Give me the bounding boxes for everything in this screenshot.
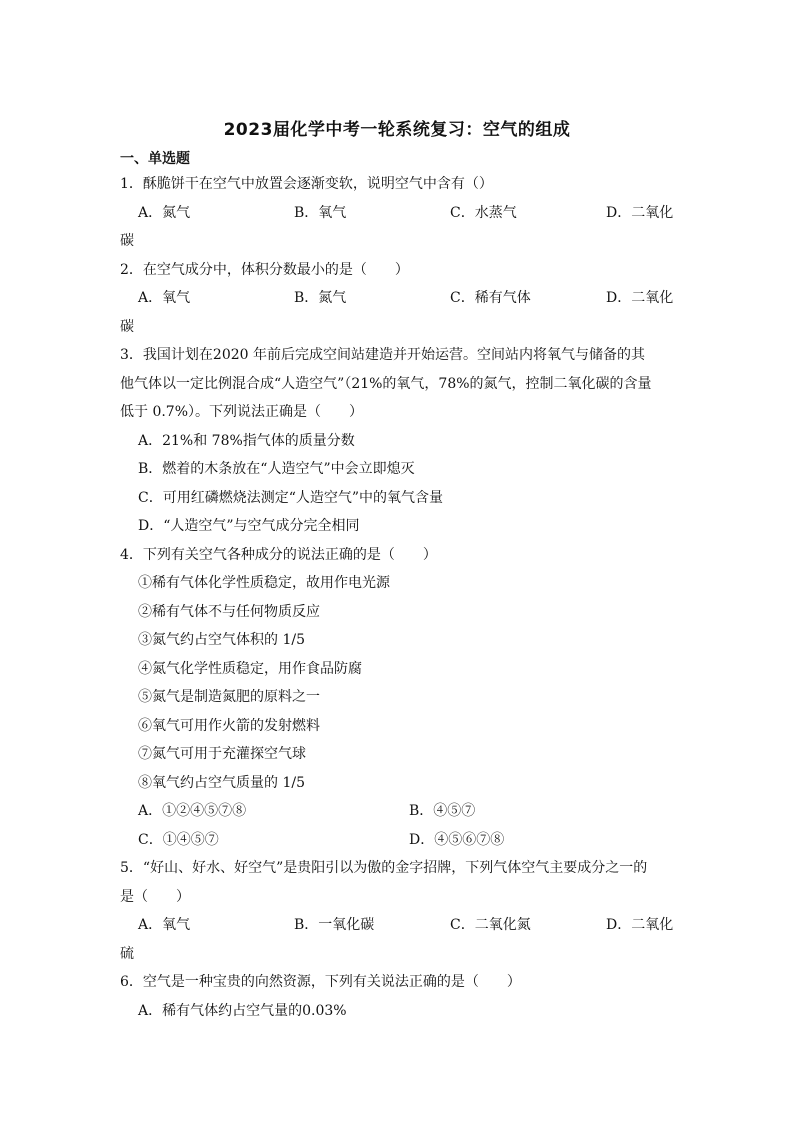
- options-row: [120, 199, 680, 228]
- statement-4: ④氮气化学性质稳定，用作食品防腐: [138, 660, 362, 677]
- document-body: [120, 148, 680, 1025]
- question-4: [120, 541, 680, 855]
- option-d: D．二氧化: [606, 204, 674, 221]
- option-b: B．氮气: [294, 290, 347, 306]
- option-a: A．21%和 78%指气体的质量分数: [138, 432, 355, 449]
- option-d: D．“人造空气”与空气成分完全相同: [138, 518, 360, 534]
- question-stem: 2．在空气成分中，体积分数最小的是（ ）: [120, 261, 409, 278]
- option-d-wrap: 硫: [120, 945, 134, 962]
- question-1: [120, 170, 680, 256]
- option-c: C．①④⑤⑦: [138, 831, 219, 848]
- option-c: C．可用红磷燃烧法测定“人造空气”中的氧气含量: [138, 489, 444, 506]
- question-2: [120, 256, 680, 342]
- statement-2: ②稀有气体不与任何物质反应: [138, 603, 320, 620]
- question-stem-line: 3．我国计划在2020 年前后完成空间站建造并开始运营。空间站内将氧气与储备的其: [120, 347, 645, 363]
- statement-5: ⑤氮气是制造氮肥的原料之一: [138, 689, 320, 705]
- option-a: A．氧气: [138, 290, 191, 306]
- statement-7: ⑦氮气可用于充灌探空气球: [138, 746, 306, 762]
- statement-6: ⑥氧气可用作火箭的发射燃料: [138, 717, 320, 734]
- statement-1: ①稀有气体化学性质稳定，故用作电光源: [138, 575, 390, 591]
- question-stem: 1．酥脆饼干在空气中放置会逐渐变软，说明空气中含有（）: [120, 176, 493, 192]
- question-stem-line: 是（ ）: [120, 888, 190, 905]
- question-stem-line: 5．“好山、好水、好空气”是贵阳引以为傲的金字招牌，下列气体空气主要成分之一的: [120, 860, 648, 876]
- option-b: B．一氧化碳: [294, 917, 375, 933]
- option-a: A．氮气: [138, 204, 191, 221]
- option-a: A．氧气: [138, 917, 191, 933]
- option-d: D．二氧化: [606, 290, 674, 306]
- option-d: D．二氧化: [606, 917, 674, 933]
- options-row: [120, 911, 680, 940]
- options-row: [120, 826, 680, 855]
- option-b: B．④⑤⑦: [409, 803, 476, 819]
- options-row: [120, 284, 680, 313]
- document-title: 2023届化学中考一轮系统复习：空气的组成: [223, 120, 571, 140]
- question-stem: 4．下列有关空气各种成分的说法正确的是（ ）: [120, 546, 437, 563]
- statement-3: ③氮气约占空气体积的 1/5: [138, 632, 305, 648]
- option-d-wrap: 碳: [120, 318, 134, 335]
- question-stem-line: 低于 0.7%）。下列说法正确是（ ）: [120, 404, 364, 420]
- option-a: A．稀有气体约占空气量的0.03%: [138, 1002, 347, 1019]
- statement-8: ⑧氧气约占空气质量的 1/5: [138, 774, 305, 791]
- option-d-wrap: 碳: [120, 233, 134, 249]
- question-stem-line: 他气体以一定比例混合成“人造空气”（21%的氧气，78%的氮气，控制二氧化碳的含量: [120, 375, 652, 392]
- question-3: [120, 341, 680, 541]
- option-c: C．水蒸气: [450, 204, 517, 221]
- question-6: [120, 968, 680, 1025]
- option-d: D．④⑤⑥⑦⑧: [409, 831, 505, 848]
- options-row: [120, 797, 680, 826]
- option-b: B．燃着的木条放在“人造空气”中会立即熄灭: [138, 461, 415, 477]
- section-heading: 一、单选题: [120, 151, 190, 167]
- option-c: C．二氧化氮: [450, 917, 531, 933]
- option-a: A．①②④⑤⑦⑧: [138, 803, 247, 819]
- option-c: C．稀有气体: [450, 290, 531, 306]
- question-5: [120, 854, 680, 968]
- question-stem: 6．空气是一种宝贵的向然资源，下列有关说法正确的是（ ）: [120, 974, 521, 990]
- option-b: B．氧气: [294, 204, 347, 221]
